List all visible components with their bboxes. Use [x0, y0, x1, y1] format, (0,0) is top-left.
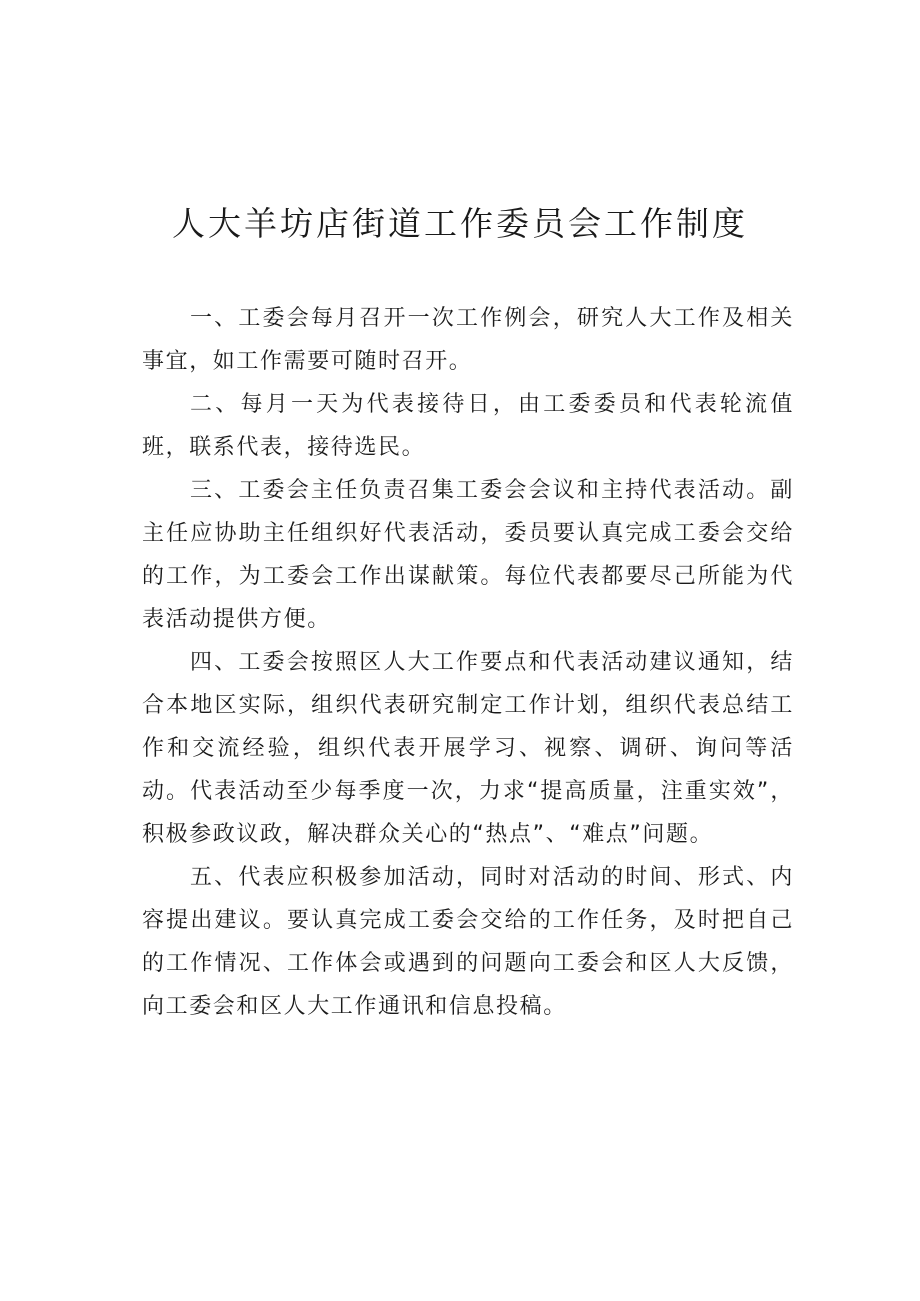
document-title: 人大羊坊店街道工作委员会工作制度 [172, 204, 748, 243]
paragraph-3: 三、工委会主任负责召集工委会会议和主持代表活动。副主任应协助主任组织好代表活动，委员要认真完成工委会交给的工作，为工委会工作出谋献策。每位代表都要尽己所能为代表活动提供方便。 [142, 478, 794, 632]
document-body [142, 297, 794, 1028]
paragraph-4: 四、工委会按照区人大工作要点和代表活动建议通知，结合本地区实际，组织代表研究制定工作计划，组织代表总结工作和交流经验，组织代表开展学习、视察、调研、询问等活动。代表活动至少每季度一次，力求“提高质量，注重实效”，积极参政议政，解决群众关心的“热点”、“难点”问题。 [142, 650, 794, 847]
paragraph-2: 二、每月一天为代表接待日，由工委委员和代表轮流值班，联系代表，接待选民。 [142, 392, 794, 460]
paragraph-1: 一、工委会每月召开一次工作例会，研究人大工作及相关事宜，如工作需要可随时召开。 [142, 306, 794, 374]
paragraph-5: 五、代表应积极参加活动，同时对活动的时间、形式、内容提出建议。要认真完成工委会交给的工作任务，及时把自己的工作情况、工作体会或遇到的问题向工委会和区人大反馈，向工委会和区人大工作通讯和信息投稿。 [142, 865, 794, 1019]
